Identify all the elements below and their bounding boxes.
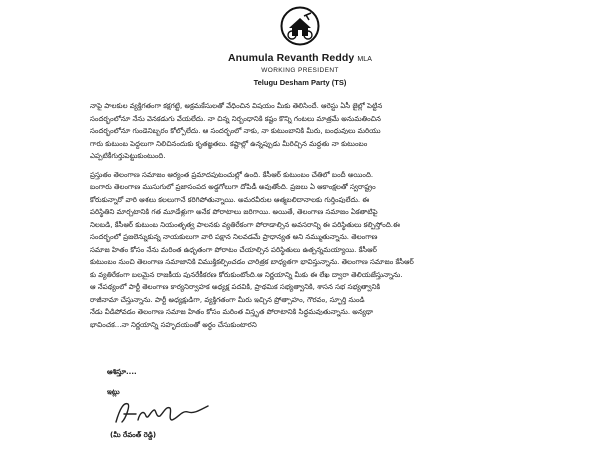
letterhead-role: WORKING PRESIDENT [261, 67, 339, 74]
body-line: కు వ్యతిరేకంగా బలమైన రాజకీయ పునరేకీకరణ కోరుకుంటోంది.ఆ నిర్ణయాన్ని మీకు ఈ లేఖ ద్వారా తెలియజేస్తున్నాను. [90, 270, 403, 279]
body-line: కోరుకున్నారో వారి ఆశలు కలలుగానే కరిగిపోతున్నాయి. అమరవీరుల ఆత్మబలిదానాలకు గుర్తింపులేదు. ఈ [90, 195, 370, 204]
letterhead-name [0, 52, 600, 64]
body-line: సందర్భంలో ప్రజలెన్నుకున్న నాయకులుగా వారి పక్షాన నిలవడమే ప్రాధాన్యత అని నమ్ముతున్నాను. తెలంగాణ [90, 233, 378, 241]
body-line: నిలబడి, కేసీఆర్ కుటుంబ నియంతృత్వ పాలనకు వ్యతిరేకంగా పోరాడాల్సిన అవసరాన్ని ఈ పరిస్థితులు కల్పిస్తోంది.ఈ [90, 220, 400, 229]
body-line: పరిస్థితిని మార్చటానికి గత మూడేళ్లుగా అనేక పోరాటాలు జరిగాయి. అయితే, తెలంగాణ సమాజం ఏకతాటిపై [90, 208, 378, 216]
letterhead-name-suffix: MLA [357, 56, 373, 63]
paragraph-2 [90, 169, 505, 332]
body-line: బంగారు తెలంగాణ ముసుగులో ప్రజాసంపద అడ్డగోలుగా దోపిడీ అవుతోంది. ప్రజలు ఏ ఆకాంక్షలతో స్వరాష్ట్రం [90, 183, 376, 191]
body-line: ఎప్పటికీగుర్తుపెట్టుకుంటుంది. [90, 152, 166, 160]
closing-text: ఆశిస్తూ.... [107, 368, 137, 376]
regards-text: ఇట్లు [107, 388, 120, 396]
body-line: నాపై పాలకుల వ్యక్తిగతంగా కక్షగట్టి, అక్రమకేసులతో వేధించిన విషయం మీకు తెలిసిందే. ఆరెస్టు ఏసీ జైల్లో పెట్టిన [90, 102, 383, 110]
body-line: ప్రస్తుతం తెలంగాణ సమాజం ఆర్యంత ప్రమాదపుటంచుల్లో ఉంది. కేసీఆర్ కుటుంబం చేతిలో బందీ అయింది. [90, 170, 374, 179]
letterhead-name-text: Anumula Revanth Reddy [227, 52, 355, 64]
body-line: గారు కుటుంబ పెద్దలుగా నిలిచినందుకు కృతజ్ఞతలు. కష్టాల్లో ఉన్నప్పుడు మీరిచ్చిన మద్దతు నా కుటుంబం [90, 139, 368, 148]
body-line: నేడు వీడిపోవడం తెలంగాణ సమాజ హితం కోసం మరింత విస్తృత పోరాటానికి సిద్ధమవుతున్నాను. అన్యథా [90, 308, 374, 316]
body-line: కుటుంబం నుంచి తెలంగాణ సమాజానికి విముక్తికల్పించడం చారిత్రక బాధ్యతగా భావిస్తున్నాను. తెలంగాణ సమాజం కేసీఆర్ [90, 258, 414, 266]
tdp-logo-icon [280, 6, 320, 46]
body-line: సందర్భంలోనూ నేను వెనకడుగు వేయలేదు. నా చిన్న నిర్బంధానికి కష్టం కొన్ని గంటలు మాత్రమే అనుమతించిన [90, 114, 381, 123]
body-line: సమాజ హితం కోసం నేను మరింత ఉధృతంగా పోరాటం చేయాల్సిన పరిస్థితులు ఉత్పన్నమయ్యాయి. కేసీఆర్ [90, 245, 377, 254]
body-line: రాజీనామా చేస్తున్నాను. పార్టీ అధ్యక్షుడిగా, వ్యక్తిగతంగా మీరు ఇచ్చిన ప్రోత్సాహం, గౌరవం, స్ఫూర్తి నుండి [90, 295, 365, 304]
signature-image [110, 398, 250, 426]
body-line: ఆ నేపథ్యంలో పార్టీ తెలంగాణ కార్యనిర్వాహక అధ్యక్ష పదవికి, ప్రాథమిక సభ్యత్వానికి, శాసన సభ సభ్యత్వానికి [90, 283, 381, 291]
body-line: భావించక...నా నిర్ణయాన్ని సహృదయంతో అర్థం చేసుకుంటారని [90, 320, 257, 329]
body-line: సందర్భంలోనూ గుండెనిబ్బరం కోల్పోలేదు. ఆ సందర్భంలో నాకు, నా కుటుంబానికి మీరు, బంధువులు మరియు [90, 127, 381, 135]
letterhead-party: Telugu Desham Party (TS) [253, 78, 347, 87]
signer-name: (మీ రేవంత్ రెడ్డి) [110, 431, 157, 439]
letter-body [90, 100, 505, 337]
paragraph-1 [90, 100, 505, 163]
